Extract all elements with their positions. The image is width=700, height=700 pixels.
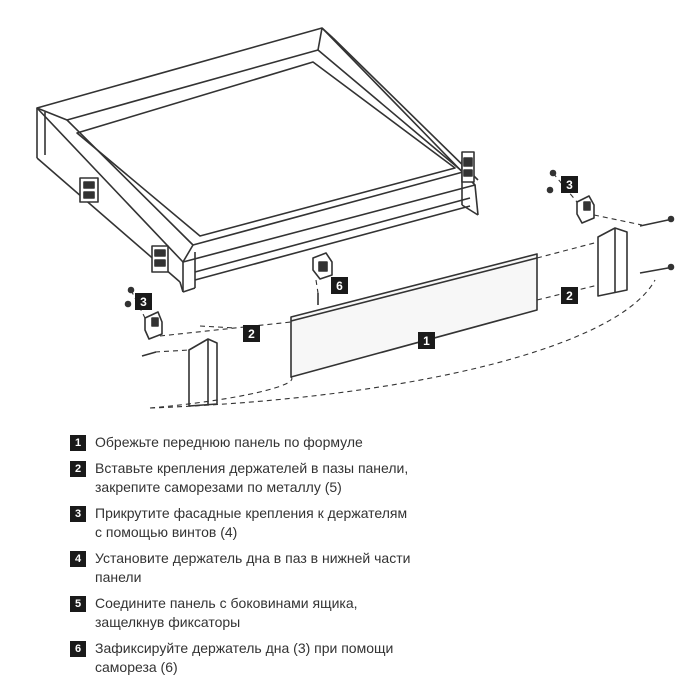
svg-text:3: 3 <box>140 295 147 309</box>
callout-6 <box>331 277 348 294</box>
step-5 <box>70 594 670 632</box>
callout-3-right <box>561 176 578 193</box>
assembly-steps <box>70 433 670 684</box>
callout-1 <box>418 332 435 349</box>
step-text: Прикрутите фасадные крепления к держателям с помощью винтов (4) <box>95 505 408 540</box>
holder-left <box>189 339 217 406</box>
step-text: Соедините панель с боковинами ящика, защелкнув фиксаторы <box>95 595 358 630</box>
step-6 <box>70 639 670 677</box>
step-number: 3 <box>70 506 86 522</box>
step-number: 4 <box>70 551 86 567</box>
step-text: Обрежьте переднюю панель по формуле <box>95 434 363 450</box>
step-number: 1 <box>70 435 86 451</box>
callout-2-right <box>561 287 578 304</box>
svg-text:2: 2 <box>248 327 255 341</box>
svg-text:1: 1 <box>423 334 430 348</box>
svg-text:2: 2 <box>566 289 573 303</box>
callout-3-left <box>135 293 152 310</box>
bottom-holder <box>313 253 332 305</box>
callout-2-left <box>243 325 260 342</box>
step-number: 2 <box>70 461 86 477</box>
screw-right-top <box>640 217 674 227</box>
step-text: Зафиксируйте держатель дна (3) при помощи самореза (6) <box>95 640 394 675</box>
step-2 <box>70 459 670 497</box>
side-connector-left-bottom <box>152 246 168 272</box>
step-1 <box>70 433 670 452</box>
step-4 <box>70 549 670 587</box>
side-connector-left-top <box>80 178 98 202</box>
holder-right <box>598 228 627 296</box>
drawer-box <box>37 28 478 292</box>
step-number: 5 <box>70 596 86 612</box>
step-text: Вставьте крепления держателей в пазы панели, закрепите саморезами по металлу (5) <box>95 460 409 495</box>
svg-text:6: 6 <box>336 279 343 293</box>
step-3 <box>70 504 670 542</box>
step-text: Установите держатель дна в паз в нижней части панели <box>95 550 411 585</box>
screw-right-bottom <box>640 265 674 274</box>
side-connector-right <box>462 152 474 182</box>
svg-text:3: 3 <box>566 178 573 192</box>
step-number: 6 <box>70 641 86 657</box>
